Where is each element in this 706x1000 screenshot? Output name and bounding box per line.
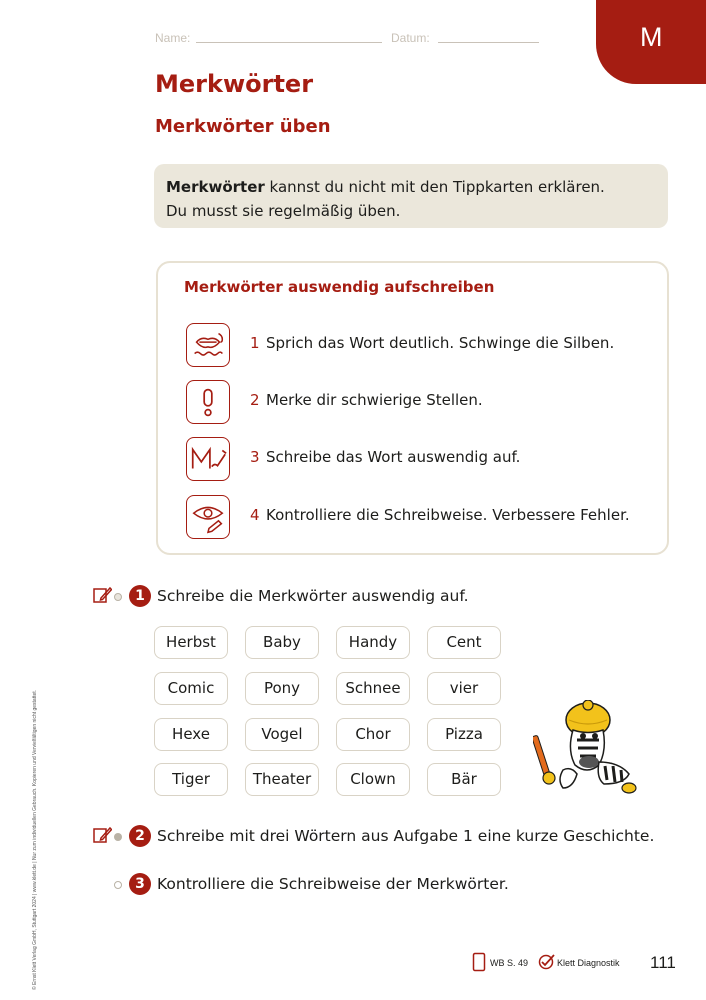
word-card: Cent — [427, 626, 501, 659]
chapter-letter: M — [640, 22, 663, 52]
step-text: Kontrolliere die Schreibweise. Verbessere Fehler. — [266, 506, 630, 524]
level-dot-icon — [114, 881, 122, 889]
steps-title: Merkwörter auswendig aufschreiben — [184, 278, 495, 296]
word-card: vier — [427, 672, 501, 705]
workbook-ref-text: WB S. 49 — [490, 958, 529, 968]
eye-pencil-icon — [186, 495, 230, 539]
word-card: Vogel — [245, 718, 319, 751]
edit-icon — [92, 825, 112, 845]
date-label: Datum: — [391, 31, 430, 45]
speak-icon — [186, 323, 230, 367]
workbook-icon — [472, 952, 486, 972]
word-card: Tiger — [154, 763, 228, 796]
task-2 — [92, 824, 655, 848]
info-box — [154, 164, 668, 228]
task-3 — [92, 872, 512, 896]
steps-box — [156, 261, 669, 555]
edit-icon — [92, 585, 112, 605]
word-card: Handy — [336, 626, 410, 659]
page-subtitle: Merkwörter üben — [155, 116, 331, 137]
copyright-note: © Ernst Klett Verlag GmbH, Stuttgart 2024 | www.klett.de | Nur zum individuellen Gebrauch. Kopieren und Vervielfältigen nicht gestattet. — [32, 689, 38, 990]
check-circle-icon — [538, 953, 556, 971]
workbook-reference[interactable] — [472, 955, 532, 975]
name-line[interactable] — [196, 42, 382, 43]
diagnostik-text: Klett Diagnostik — [557, 958, 620, 968]
info-line2: Du musst sie regelmäßig üben. — [166, 202, 401, 220]
info-bold: Merkwörter — [166, 178, 265, 196]
info-line1: kannst du nicht mit den Tippkarten erklären. — [264, 178, 605, 196]
task-text: Schreibe mit drei Wörtern aus Aufgabe 1 eine kurze Geschichte. — [157, 827, 655, 845]
word-card: Comic — [154, 672, 228, 705]
word-card: Baby — [245, 626, 319, 659]
date-line[interactable] — [438, 42, 539, 43]
task-number-badge: 1 — [129, 585, 151, 607]
word-card: Herbst — [154, 626, 228, 659]
task-number-badge: 2 — [129, 825, 151, 847]
write-icon — [186, 437, 230, 481]
word-card: Bär — [427, 763, 501, 796]
step-text: Schreibe das Wort auswendig auf. — [266, 448, 521, 466]
step-text: Sprich das Wort deutlich. Schwinge die Silben. — [266, 334, 615, 352]
level-dot-icon — [114, 593, 122, 601]
step-2 — [186, 380, 656, 424]
zebra-mascot-illustration — [533, 700, 643, 800]
step-number: 3 — [250, 448, 260, 466]
step-4 — [186, 495, 656, 539]
exclamation-icon — [186, 380, 230, 424]
word-card: Clown — [336, 763, 410, 796]
task-text: Schreibe die Merkwörter auswendig auf. — [157, 587, 469, 605]
page-title: Merkwörter — [155, 70, 314, 98]
step-number: 1 — [250, 334, 260, 352]
word-card: Schnee — [336, 672, 410, 705]
diagnostik-link[interactable] — [538, 955, 630, 975]
word-card: Pizza — [427, 718, 501, 751]
step-number: 4 — [250, 506, 260, 524]
task-number-badge: 3 — [129, 873, 151, 895]
word-card: Chor — [336, 718, 410, 751]
word-card: Pony — [245, 672, 319, 705]
level-dot-icon — [114, 833, 122, 841]
step-number: 2 — [250, 391, 260, 409]
word-card: Theater — [245, 763, 319, 796]
name-label: Name: — [155, 31, 191, 45]
word-card: Hexe — [154, 718, 228, 751]
step-3 — [186, 437, 656, 481]
step-1 — [186, 323, 656, 367]
task-1 — [92, 584, 512, 608]
page-number: 111 — [650, 953, 676, 972]
chapter-tab — [596, 0, 706, 84]
task-text: Kontrolliere die Schreibweise der Merkwörter. — [157, 875, 509, 893]
step-text: Merke dir schwierige Stellen. — [266, 391, 483, 409]
